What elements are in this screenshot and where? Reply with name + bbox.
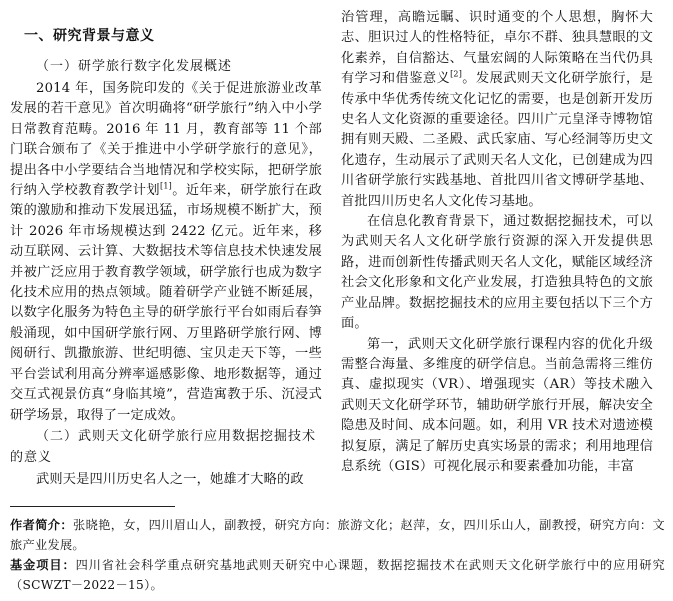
footnote-fund xyxy=(10,556,665,595)
subsection-heading-1: （一）研学旅行数字化发展概述 xyxy=(36,59,233,74)
subsection-heading-2: （二）武则天文化研学旅行应用数据挖掘技术的意义 xyxy=(10,428,317,465)
paragraph-overview-tail: 。近年来，研学旅行在政策的激励和推动下发展迅猛，市场规模不断扩大，预计 2026 年市场规模达到 2422 亿元。近年来，移动互联网、云计算、大数据技术等信息技术快速发展并被广泛应用于教育教学领域，研学旅行也成为数字化技术应用的热点领域。随着研学产业链不断延展，以数字化服务为特色主导的研学旅行平台如雨后春笋般涌现，如中国研学旅行网、万里路研学旅行网、博阅研行、凯撒旅游、世纪明德、宝贝走天下等，一些平台尝试利用高分辨率遥感影像、地形数据等，通过交互式视景仿真“身临其境”，营造寓教于乐、沉浸式研学场景，取得了一定成效。 xyxy=(10,183,322,423)
paragraph-data-mining: 在信息化教育背景下，通过数据挖掘技术，可以为武则天名人文化研学旅行资源的深入开发提供思路，进而创新性传播武则天名人文化，赋能区域经济社会文化形象和文化产业发展，打造独具特色的文旅产业品牌。数据挖掘技术的应用主要包括以下三个方面。 xyxy=(341,214,653,332)
section-heading: 一、研究背景与意义 xyxy=(24,28,155,44)
author-text: 张晓艳，女，四川眉山人，副教授，研究方向：旅游文化；赵萍，女，四川乐山人，副教授，研究方向：文旅产业发展。 xyxy=(10,518,665,552)
paragraph-wuzetian-text: 治管理，高瞻远瞩、识时通变的个人思想，胸怀大志、胆识过人的性格特征，卓尔不群、独具慧眼的文化素养，自信豁达、气量宏阔的人际策略在当代仍具有学习和借鉴意义 xyxy=(341,10,653,87)
fund-text: 四川省社会科学重点研究基地武则天研究中心课题，数据挖掘技术在武则天文化研学旅行中的应用研究（SCWZT－2022－15）。 xyxy=(10,558,665,592)
paragraph-wuzetian-start: 武则天是四川历史名人之一，她雄才大略的政 xyxy=(36,471,304,487)
paragraph-wuzetian-tail: 。发展武则天文化研学旅行，是传承中华优秀传统文化记忆的需要，也是创新开发历史名人文化资源的重要途径。四川广元皇泽寺博物馆拥有则天殿、二圣殿、武氏家庙、写心经洞等历史文化遗存，生动展示了武则天名人文化，已创建成为四川省研学旅行实践基地、首批四川省文博研学基地、首批四川历史名人文化传习基地。 xyxy=(341,71,653,209)
right-column xyxy=(341,8,653,477)
fund-label: 基金项目： xyxy=(10,558,76,572)
citation-1: [1] xyxy=(160,181,172,191)
paragraph-overview-text: 2014 年，国务院印发的《关于促进旅游业改革发展的若干意见》首次明确将“研学旅行”纳入中小学日常教育范畴。2016 年 11 月，教育部等 11 个部门联合颁布了《关于推进中小学研学旅行的意见》，提出各中小学要结合当地情况和学校实际，把研学旅行纳入学校教育教学计划 xyxy=(10,81,322,199)
citation-2: [2] xyxy=(450,69,463,79)
paragraph-overview xyxy=(10,79,322,426)
paragraph-first-point: 第一，武则天文化研学旅行课程内容的优化升级需整合海量、多维度的研学信息。当前急需将三维仿真、虚拟现实（VR）、增强现实（AR）等技术融入武则天文化研学环节，辅助研学旅行开展，解决安全隐患及时间、成本问题。如，利用 VR 技术对遗迹模拟复原，满足了解历史真实场景的需求；利用地理信息系统（GIS）可视化展示和要素叠加功能，丰富 xyxy=(341,336,653,474)
left-column xyxy=(10,8,322,490)
footnote-divider xyxy=(10,506,175,507)
author-label: 作者简介： xyxy=(10,518,73,532)
paragraph-wuzetian-cont xyxy=(341,8,653,212)
footnote-author xyxy=(10,516,665,555)
